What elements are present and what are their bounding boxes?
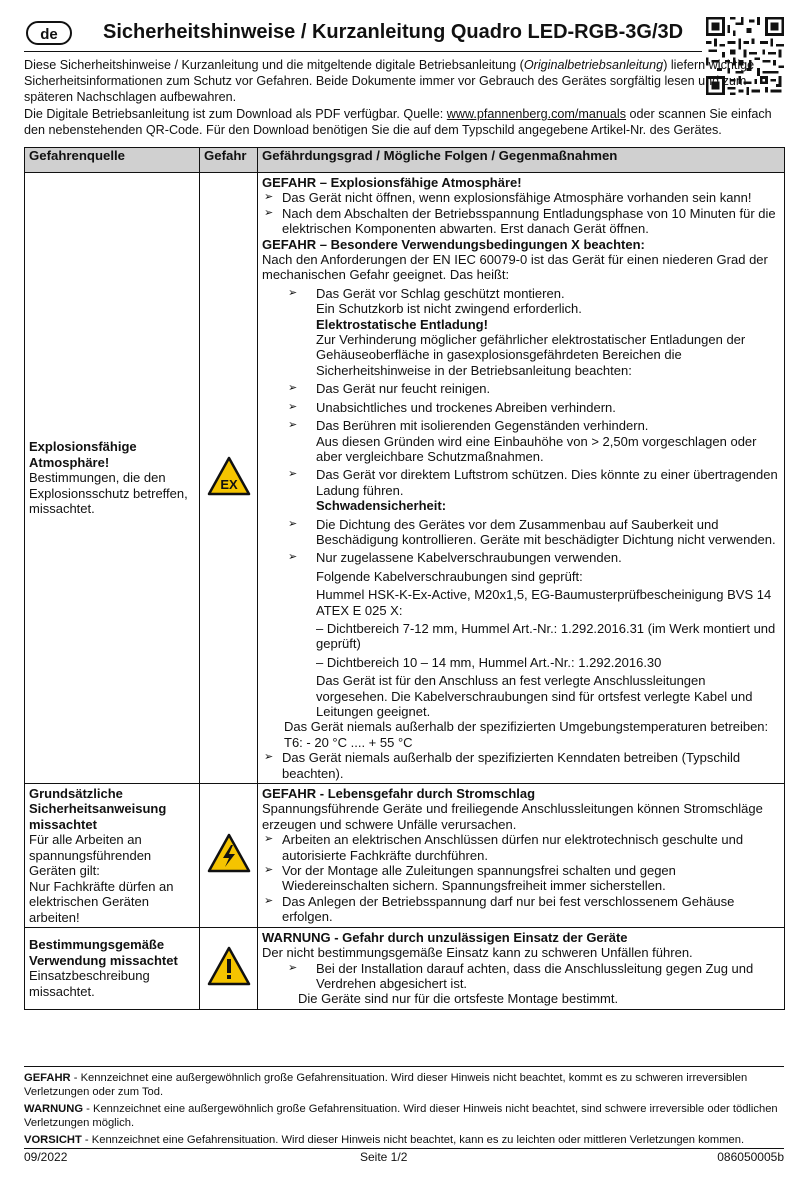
document-title: Sicherheitshinweise / Kurzanleitung Quadro LED-RGB-3G/3D (103, 21, 684, 43)
legend-warning: WARNUNG - Kennzeichnet eine außergewöhnlich große Gefahrensituation. Wird dieser Hinweis nicht beachtet, sind schwere irreversible oder tödlichen Verletzungen möglich. (24, 1103, 778, 1129)
document-number: 086050005b (717, 1150, 784, 1164)
intro-paragraph-1: Diese Sicherheitshinweise / Kurzanleitung und die mitgeltende digitale Betriebsanleitung (Originalbetriebsanleitung) liefern wichtige Sicherheitsinformationen zum Schutz vor Gefahren. Beide Dokumente immer vor Gebrauch des Gerätes sorgfältig lesen und zum späteren Nachschlagen aufbewahren. (24, 58, 755, 104)
table-row (25, 784, 785, 928)
hazard-icon-cell (200, 927, 258, 1009)
explosion-warning-icon (207, 456, 251, 496)
intro-paragraph-2: Die Digitale Betriebsanleitung ist zum Download als PDF verfügbar. Quelle: www.pfannenberg.com/manuals oder scannen Sie einfach den nebenstehenden QR-Code. Für den Download benötigen Sie die auf dem Typschild angegebene Artikel-Nr. des Gerätes. (24, 107, 772, 138)
source-cell: Bestimmungsgemäße Verwendung missachtet Einsatzbeschreibung missachtet. (25, 927, 200, 1009)
bottom-rule (24, 1148, 784, 1149)
table-row (25, 927, 785, 1009)
signal-word-legend (24, 1071, 784, 1150)
svg-text:EX: EX (219, 476, 238, 492)
table-row (25, 173, 785, 784)
hazard-icon-cell (200, 173, 258, 784)
manuals-link[interactable]: www.pfannenberg.com/manuals (446, 107, 627, 122)
footer-rule (24, 1066, 784, 1067)
measures-cell: GEFAHR – Explosionsfähige Atmosphäre! ➢ Das Gerät nicht öffnen, wenn explosionsfähige Atmosphäre vorhanden sein kann! ➢ Nach dem Abschalten der Betriebsspannung Entladungsphase von 10 Minuten für die elektrischen Komponenten abwarten. Erst danach Gerät öffnen. GEFAHR – Besondere Verwendungsbedingungen X beachten: Nach den Anforderungen der EN IEC 60079-0 ist das Gerät für einen niederen Grad der mechanischen Gefahr geeignet. Das heißt: ➢ Das Gerät vor Schlag geschützt montieren. Ein Schutzkorb ist nicht zwingend erforderlich. Elektrostatische Entladung! Zur Verhinderung möglicher gefährlicher elektrostatischer Entladungen der Gehäuseoberfläche in gasexplosionsgefährdeten Bereichen die Sicherheitshinweise in der Betriebsanleitung beachten: ➢ Das Gerät nur feucht reinigen. ➢ Unabsichtliches und trockenes Abreiben verhindern. ➢ Das Berühren mit isolierenden Gegenständen verhindern. Aus diesen Gründen wird eine Einbauhöhe von > 2,50m vorgeschlagen oder aber vergleichbare Schutzmaßnahmen. ➢ Das Gerät vor direktem Luftstrom schützen. Dies könnte zu einer übertragenden Ladung führen. Schwadensicherheit: ➢ Die Dichtung des Gerätes vor dem Zusammenbau auf Sauberkeit und Beschädigung kontrollieren. Geräte mit beschädigter Dichtung nicht verwenden. ➢ Nur zugelassene Kabelverschraubungen verwenden. Folgende Kabelverschraubungen sind geprüft: Hummel HSK-K-Ex-Active, M20x1,5, EG-Baumusterprüfbescheinigung BVS 14 ATEX E 025 X: – Dichtbereich 7-12 mm, Hummel Art.-Nr.: 1.292.2016.31 (im Werk montiert und geprüft) – Dichtbereich 10 – 14 mm, Hummel Art.-Nr.: 1.292.2016.30 Das Gerät ist für den Anschluss an fest verlegte Anschlussleitungen vorgesehen. Die Kabelverschraubungen sind für ortsfest verlegte Kabel und Leitungen geeignet. Das Gerät niemals außerhalb der spezifizierten Umgebungstemperaturen betreiben: T6: - 20 °C .... + 55 °C ➢ Das Gerät niemals außerhalb der spezifizierten Kenndaten betreiben (Typschild beachten). (258, 173, 785, 784)
issue-date: 09/2022 (24, 1150, 68, 1164)
hazard-icon-cell (200, 784, 258, 928)
measures-cell: GEFAHR - Lebensgefahr durch Stromschlag Spannungsführende Geräte und freiliegende Anschlussleitungen können Stromschläge erzeugen und schwere Unfälle verursachen. ➢ Arbeiten an elektrischen Anschlüssen dürfen nur elektrotechnisch geschulte und autorisierte Fachkräfte durchführen. ➢ Vor der Montage alle Zuleitungen spannungsfrei schalten und gegen Wiedereinschalten sichern. Spannungsfreiheit immer sicherstellen. ➢ Das Anlegen der Betriebsspannung darf nur bei fest verschlossenem Gehäuse erfolgen. (258, 784, 785, 928)
page-number: Seite 1/2 (360, 1150, 408, 1164)
hazard-table (24, 147, 785, 1010)
source-cell: Grundsätzliche Sicherheitsanweisung missachtet Für alle Arbeiten an spannungsführenden Geräten gilt: Nur Fachkräfte dürfen an elektrischen Geräten arbeiten! (25, 784, 200, 928)
header-hazard: Gefahr (200, 148, 258, 173)
legend-danger: GEFAHR - Kennzeichnet eine außergewöhnlich große Gefahrensituation. Wird dieser Hinweis nicht beachtet, kommt es zu schweren irreversiblen Verletzungen oder zum Tod. (24, 1072, 748, 1098)
general-warning-icon (207, 946, 251, 986)
legend-caution: VORSICHT - Kennzeichnet eine Gefahrensituation. Wird dieser Hinweis nicht beachtet, kann es zu leichten oder mittleren Verletzungen kommen. (24, 1134, 745, 1146)
language-badge: de (26, 21, 72, 45)
source-cell: Explosionsfähige Atmosphäre! Bestimmungen, die den Explosionsschutz betreffen, missachtet. (25, 173, 200, 784)
title-rule (24, 51, 702, 52)
intro-text (24, 58, 782, 141)
header-measures: Gefährdungsgrad / Mögliche Folgen / Gegenmaßnahmen (258, 148, 785, 173)
header-source: Gefahrenquelle (25, 148, 200, 173)
measures-cell: WARNUNG - Gefahr durch unzulässigen Einsatz der Geräte Der nicht bestimmungsgemäße Einsatz kann zu schweren Unfällen führen. ➢ Bei der Installation darauf achten, dass die Anschlussleitung gegen Zug und Verdrehen abgesichert ist. Die Geräte sind nur für die ortsfeste Montage bestimmt. (258, 927, 785, 1009)
table-header-row (25, 148, 785, 173)
electric-shock-warning-icon (207, 833, 251, 873)
